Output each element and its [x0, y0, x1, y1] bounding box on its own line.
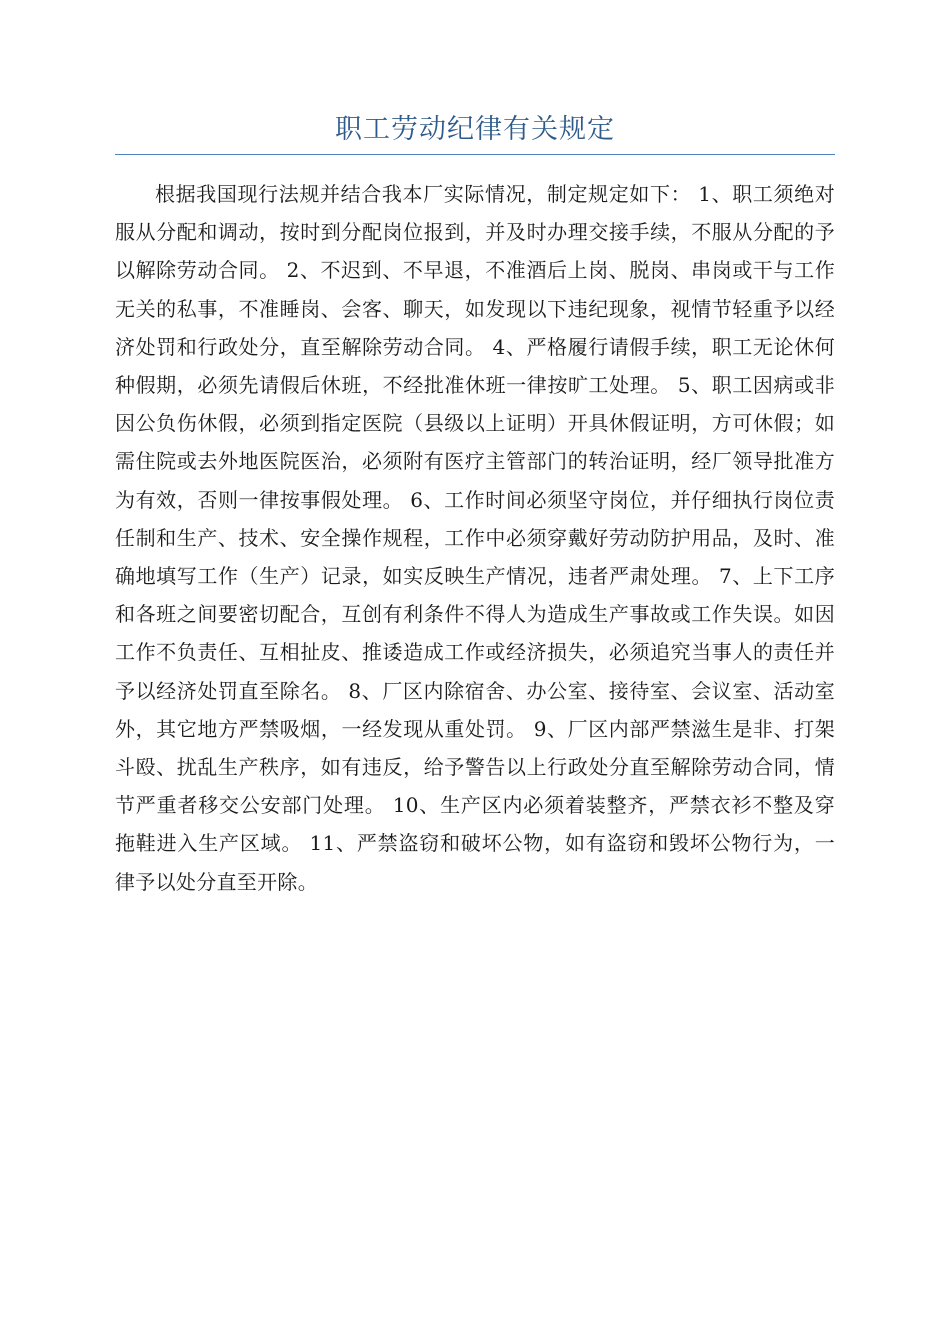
document-title: 职工劳动纪律有关规定 — [335, 114, 615, 145]
document-body: 根据我国现行法规并结合我本厂实际情况，制定规定如下： 1、职工须绝对服从分配和调动，按时到分配岗位报到，并及时办理交接手续，不服从分配的予以解除劳动合同。 2、不迟到、不早退，不准酒后上岗、脱岗、串岗或干与工作无关的私事，不准睡岗、会客、聊天，如发现以下违纪现象，视情节轻重予以经济处罚和行政处分，直至解除劳动合同。 4、严格履行请假手续，职工无论休何种假期，必须先请假后休班，不经批准休班一律按旷工处理。 5、职工因病或非因公负伤休假，必须到指定医院（县级以上证明）开具休假证明，方可休假；如需住院或去外地医院医治，必须附有医疗主管部门的转治证明，经厂领导批准方为有效，否则一律按事假处理。 6、工作时间必须坚守岗位，并仔细执行岗位责任制和生产、技术、安全操作规程，工作中必须穿戴好劳动防护用品，及时、准确地填写工作（生产）记录，如实反映生产情况，违者严肃处理。 7、上下工序和各班之间要密切配合，互创有利条件不得人为造成生产事故或工作失误。如因工作不负责任、互相扯皮、推诿造成工作或经济损失，必须追究当事人的责任并予以经济处罚直至除名。 8、厂区内除宿舍、办公室、接待室、会议室、活动室外，其它地方严禁吸烟，一经发现从重处罚。 9、厂区内部严禁滋生是非、打架斗殴、扰乱生产秩序，如有违反，给予警告以上行政处分直至解除劳动合同，情节严重者移交公安部门处理。 10、生产区内必须着装整齐，严禁衣衫不整及穿拖鞋进入生产区域。 11、严禁盗窃和破坏公物，如有盗窃和毁坏公物行为，一律予以处分直至开除。 — [115, 182, 835, 894]
title-underline — [115, 154, 835, 155]
